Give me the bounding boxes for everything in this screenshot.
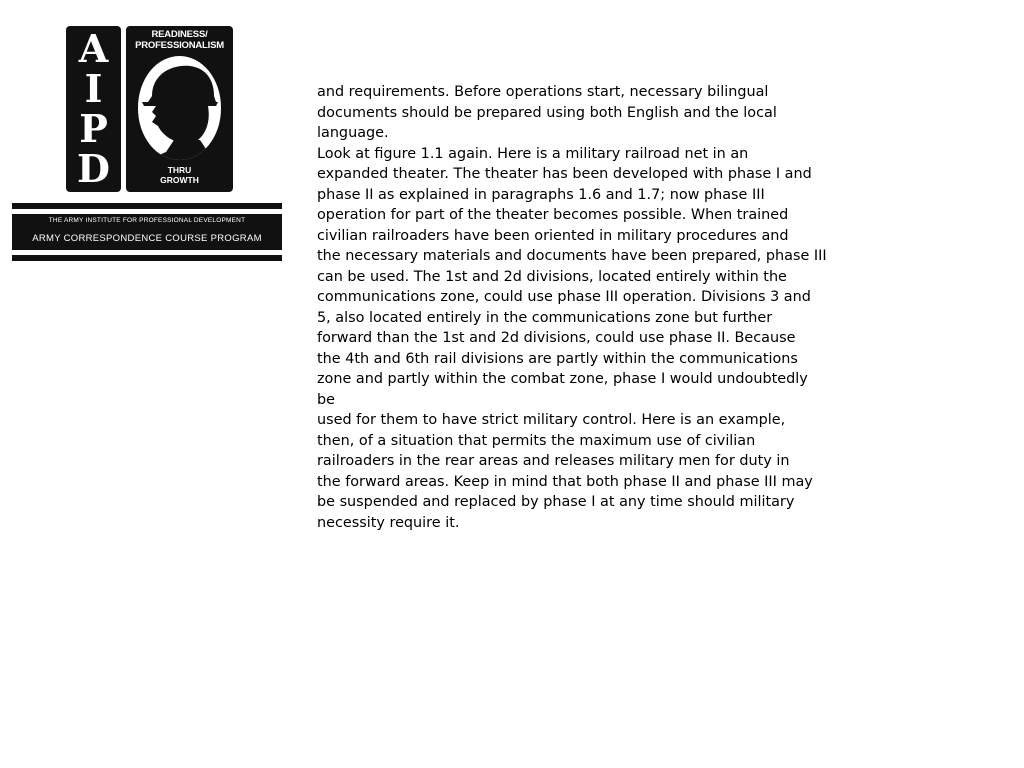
text-line: phase II as explained in paragraphs 1.6 and 1.7; now phase III xyxy=(317,186,765,203)
logo-motto-line: GROWTH xyxy=(160,175,199,185)
text-line: documents should be prepared using both English and the local xyxy=(317,104,777,121)
soldier-silhouette-icon xyxy=(138,56,221,160)
logo-letter-a: A xyxy=(78,26,109,71)
text-line: and requirements. Before operations start, necessary bilingual xyxy=(317,84,769,100)
text-line: zone and partly within the combat zone, phase I would undoubtedly xyxy=(317,371,808,387)
logo-motto-bottom xyxy=(126,165,233,185)
logo-emblem xyxy=(126,26,233,192)
text-line: communications zone, could use phase III operation. Divisions 3 and xyxy=(317,289,811,305)
logo-letter-column xyxy=(66,26,121,192)
text-line: Look at figure 1.1 again. Here is a military railroad net in an xyxy=(317,145,749,162)
text-line: 5, also located entirely in the communications zone but further xyxy=(317,309,773,326)
text-line: operation for part of the theater becomes possible. When trained xyxy=(317,207,789,223)
logo-letter-d: D xyxy=(77,146,110,191)
text-line: the necessary materials and documents have been prepared, phase III xyxy=(317,248,827,264)
text-line: forward than the 1st and 2d divisions, could use phase II. Because xyxy=(317,330,796,346)
logo-motto-line: READINESS/ xyxy=(151,29,208,40)
logo-motto-line: PROFESSIONALISM xyxy=(135,40,224,51)
logo-letter-i: I xyxy=(84,66,103,111)
body-text xyxy=(317,82,827,533)
text-line: language. xyxy=(317,125,389,141)
logo-motto-line: THRU xyxy=(167,165,192,175)
program-banner xyxy=(12,203,282,261)
text-line: civilian railroaders have been oriented in military procedures and xyxy=(317,227,789,244)
text-line: the forward areas. Keep in mind that both phase II and phase III may xyxy=(317,473,813,490)
text-line: can be used. The 1st and 2d divisions, located entirely within the xyxy=(317,268,787,285)
banner-bottom-rule xyxy=(12,255,282,261)
text-line: used for them to have strict military control. Here is an example, xyxy=(317,412,786,428)
text-line: railroaders in the rear areas and releases military men for duty in xyxy=(317,453,790,469)
text-line: be xyxy=(317,391,335,408)
text-line: be suspended and replaced by phase I at any time should military xyxy=(317,494,795,510)
text-line: expanded theater. The theater has been developed with phase I and xyxy=(317,166,812,182)
banner-box xyxy=(12,214,282,250)
text-line: the 4th and 6th rail divisions are partly within the communications xyxy=(317,350,798,367)
text-line: then, of a situation that permits the maximum use of civilian xyxy=(317,432,756,449)
banner-top-rule xyxy=(12,203,282,209)
aipd-logo xyxy=(66,26,233,192)
institute-name: THE ARMY INSTITUTE FOR PROFESSIONAL DEVELOPMENT xyxy=(48,217,246,224)
logo-letter-p: P xyxy=(79,106,108,151)
logo-motto-top xyxy=(126,29,233,51)
program-name: ARMY CORRESPONDENCE COURSE PROGRAM xyxy=(32,233,262,244)
text-line: necessity require it. xyxy=(317,514,460,531)
